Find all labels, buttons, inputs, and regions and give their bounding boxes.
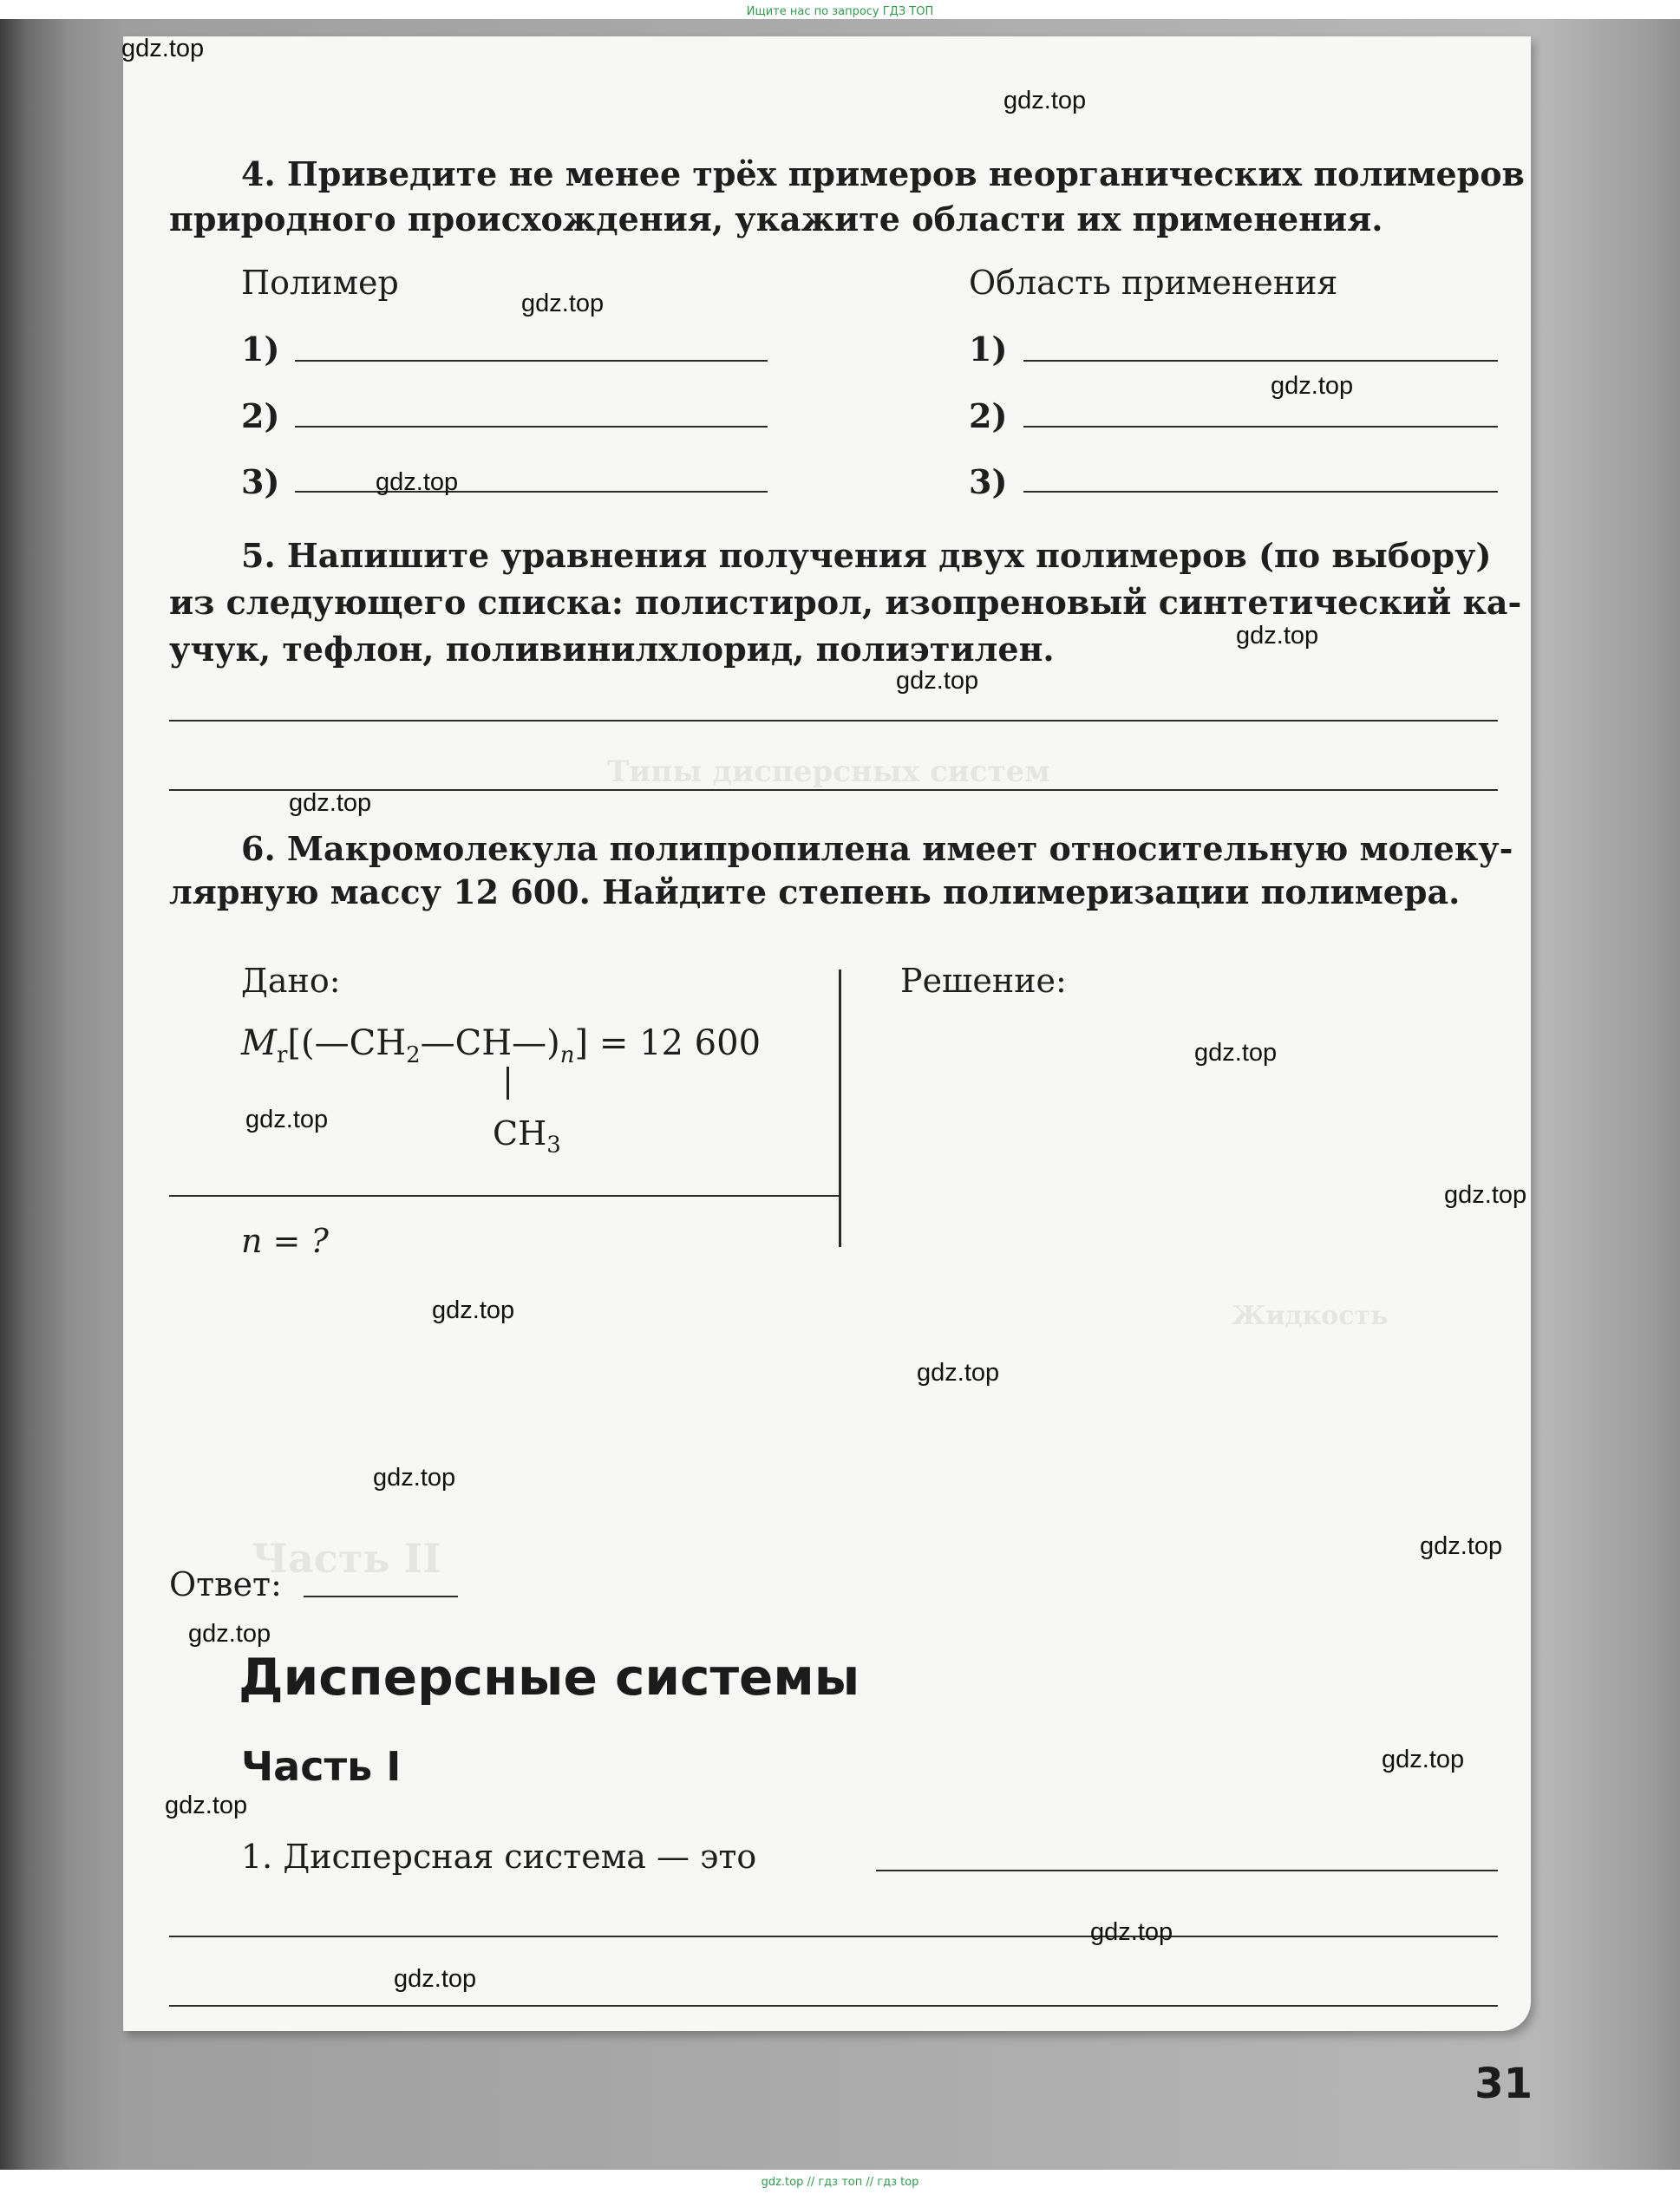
- item-number: 1): [969, 330, 1008, 369]
- page-number: 31: [1474, 2060, 1533, 2108]
- watermark: gdz.top: [1271, 372, 1354, 400]
- answer-line[interactable]: [169, 2005, 1498, 2007]
- given-separator: [169, 1195, 840, 1197]
- task4-text: природного происхождения, укажите области их применения.: [169, 199, 1383, 238]
- watermark: gdz.top: [121, 35, 205, 62]
- task5-text: учук, тефлон, поливинилхлорид, полиэтилен.: [169, 630, 1055, 669]
- ghost-text: Часть II: [252, 1535, 441, 1582]
- item-number: 3): [969, 462, 1008, 501]
- ghost-text: Типы дисперсных систем: [607, 754, 1050, 789]
- item-number: 3): [241, 462, 280, 501]
- answer-label: Ответ:: [169, 1565, 282, 1603]
- task6-text: лярную массу 12 600. Найдите степень полимеризации полимера.: [169, 872, 1461, 911]
- answer-line[interactable]: [295, 426, 768, 428]
- formula-branch-bond: [507, 1067, 509, 1100]
- watermark: gdz.top: [376, 468, 459, 496]
- watermark: gdz.top: [394, 1965, 477, 1993]
- column-header-application: Область применения: [969, 264, 1338, 302]
- answer-line[interactable]: [169, 1936, 1498, 1937]
- ghost-text: Жидкость: [1232, 1301, 1389, 1331]
- solution-divider: [839, 970, 841, 1247]
- task4-text: 4. Приведите не менее трёх примеров неорганических полимеров: [241, 154, 1525, 193]
- top-banner[interactable]: Ищите нас по запросу ГДЗ ТОП: [746, 5, 934, 18]
- watermark: gdz.top: [432, 1296, 515, 1324]
- methyl-label: CH: [493, 1114, 547, 1153]
- watermark: gdz.top: [1444, 1181, 1527, 1209]
- bottom-banner[interactable]: gdz.top // гдз топ // гдз top: [761, 2176, 919, 2189]
- watermark: gdz.top: [1236, 622, 1319, 650]
- watermark: gdz.top: [289, 789, 372, 817]
- item-number: 1): [241, 330, 280, 369]
- watermark: gdz.top: [1003, 87, 1087, 114]
- unknown-n: n = ?: [241, 1222, 329, 1260]
- column-header-polymer: Полимер: [241, 264, 399, 302]
- section-title: Дисперсные системы: [239, 1648, 860, 1707]
- watermark: gdz.top: [1420, 1532, 1503, 1560]
- answer-line[interactable]: [1023, 360, 1498, 362]
- answer-line[interactable]: [295, 360, 768, 362]
- watermark: gdz.top: [1090, 1918, 1173, 1946]
- watermark: gdz.top: [1382, 1746, 1465, 1773]
- watermark: gdz.top: [188, 1620, 271, 1648]
- question-1: 1. Дисперсная система — это: [241, 1838, 757, 1876]
- answer-line[interactable]: [304, 1596, 458, 1597]
- watermark: gdz.top: [245, 1106, 329, 1133]
- part-title: Часть I: [241, 1743, 402, 1790]
- answer-line[interactable]: [295, 491, 768, 493]
- task5-text: из следующего списка: полистирол, изопреновый синтетический ка-: [169, 583, 1522, 622]
- item-number: 2): [969, 396, 1008, 435]
- watermark: gdz.top: [165, 1792, 248, 1819]
- formula-value: 12 600: [639, 1023, 762, 1063]
- item-number: 2): [241, 396, 280, 435]
- methyl-group: $CH_3$: [493, 1114, 561, 1159]
- watermark: gdz.top: [373, 1464, 456, 1492]
- watermark: gdz.top: [917, 1359, 1000, 1387]
- answer-line[interactable]: [1023, 491, 1498, 493]
- answer-line[interactable]: [169, 720, 1498, 722]
- answer-line[interactable]: [1023, 426, 1498, 428]
- watermark: gdz.top: [896, 667, 979, 695]
- molar-mass-formula: $M_r[(—CH_2—CH—)_n] = 12$ 600: [241, 1023, 762, 1068]
- watermark: gdz.top: [521, 290, 605, 317]
- given-label: Дано:: [241, 962, 341, 1000]
- task6-text: 6. Макромолекула полипропилена имеет относительную молеку-: [241, 829, 1513, 868]
- watermark: gdz.top: [1194, 1039, 1278, 1067]
- solution-label: Решение:: [900, 962, 1067, 1000]
- task5-text: 5. Напишите уравнения получения двух полимеров (по выбору): [241, 536, 1492, 575]
- answer-line[interactable]: [876, 1870, 1498, 1871]
